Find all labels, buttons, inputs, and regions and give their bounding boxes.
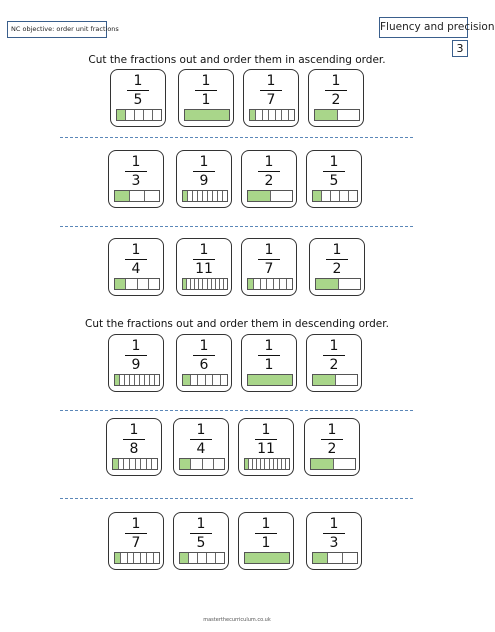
fraction — [244, 73, 298, 108]
numerator: 1 — [327, 422, 337, 438]
fraction-bar — [323, 355, 345, 356]
unshaded-part — [138, 279, 149, 289]
fraction-strip — [179, 458, 225, 470]
numerator: 1 — [199, 154, 209, 170]
cut-line — [60, 226, 413, 227]
unshaded-part — [191, 375, 199, 385]
fraction-strip — [114, 374, 160, 386]
fraction — [107, 422, 161, 457]
fraction-strip — [182, 374, 228, 386]
fraction-card — [241, 238, 297, 296]
fraction-bar — [260, 90, 282, 91]
footer-url: masterthecurriculum.co.uk — [203, 617, 271, 623]
unshaded-part — [130, 191, 145, 201]
unshaded-part — [153, 110, 161, 120]
denominator: 5 — [196, 535, 206, 551]
numerator: 1 — [264, 338, 274, 354]
unshaded-part — [206, 375, 214, 385]
fraction — [179, 73, 233, 108]
fraction-card — [238, 512, 294, 570]
unshaded-part — [328, 553, 343, 563]
fraction-bar — [325, 90, 347, 91]
fraction-card — [110, 69, 166, 127]
fraction-strip — [314, 109, 360, 121]
unshaded-part — [152, 459, 157, 469]
denominator: 7 — [131, 535, 141, 551]
fraction-card — [176, 150, 232, 208]
fraction-card — [241, 334, 297, 392]
cut-line — [60, 137, 413, 138]
numerator: 1 — [329, 154, 339, 170]
fraction — [310, 242, 364, 277]
denominator: 2 — [332, 261, 342, 277]
shaded-part — [313, 191, 322, 201]
unshaded-part — [145, 191, 159, 201]
fraction-strip — [315, 278, 361, 290]
shaded-part — [183, 375, 191, 385]
fraction-bar — [258, 171, 280, 172]
fraction-strip — [247, 374, 293, 386]
unshaded-part — [126, 279, 137, 289]
unshaded-part — [349, 191, 357, 201]
denominator: 1 — [201, 92, 211, 108]
fraction-card — [238, 418, 294, 476]
fraction — [242, 242, 296, 277]
unshaded-part — [322, 191, 331, 201]
fraction-bar — [258, 355, 280, 356]
fraction-card — [173, 418, 229, 476]
denominator: 7 — [266, 92, 276, 108]
numerator: 1 — [131, 338, 141, 354]
denominator: 11 — [257, 441, 275, 457]
page-number: 3 — [452, 40, 468, 57]
unshaded-part — [340, 191, 349, 201]
fraction-bar — [125, 533, 147, 534]
unshaded-part — [338, 110, 360, 120]
numerator: 1 — [201, 73, 211, 89]
numerator: 1 — [133, 73, 143, 89]
denominator: 6 — [199, 357, 209, 373]
fraction-bar — [125, 171, 147, 172]
fraction — [174, 422, 228, 457]
denominator: 2 — [329, 357, 339, 373]
fraction-card — [108, 512, 164, 570]
fraction-strip — [182, 278, 228, 290]
shaded-part — [180, 553, 189, 563]
fraction-card — [176, 334, 232, 392]
fraction-card — [108, 334, 164, 392]
fraction-bar — [193, 171, 215, 172]
fraction-strip — [179, 552, 225, 564]
unshaded-part — [216, 553, 224, 563]
numerator: 1 — [196, 516, 206, 532]
denominator: 1 — [264, 357, 274, 373]
fraction-card — [176, 238, 232, 296]
unshaded-part — [334, 459, 356, 469]
fraction — [309, 73, 363, 108]
fraction-strip — [112, 458, 158, 470]
fraction — [242, 154, 296, 189]
fraction-bar — [193, 355, 215, 356]
numerator: 1 — [261, 516, 271, 532]
denominator: 2 — [264, 173, 274, 189]
fraction-card — [178, 69, 234, 127]
numerator: 1 — [199, 242, 209, 258]
fraction-strip — [114, 190, 160, 202]
fraction-bar — [193, 259, 215, 260]
unshaded-part — [154, 553, 159, 563]
unshaded-part — [155, 375, 159, 385]
unshaded-part — [207, 553, 216, 563]
unshaded-part — [144, 110, 153, 120]
denominator: 3 — [131, 173, 141, 189]
unshaded-part — [287, 279, 292, 289]
fraction — [109, 242, 163, 277]
fraction-strip — [247, 278, 293, 290]
fraction-strip — [116, 109, 162, 121]
fraction — [177, 338, 231, 373]
fraction-bar — [258, 259, 280, 260]
fraction-strip — [244, 552, 290, 564]
shaded-part — [115, 191, 130, 201]
fraction-card — [108, 150, 164, 208]
fraction-card — [306, 512, 362, 570]
numerator: 1 — [266, 73, 276, 89]
fraction — [307, 516, 361, 551]
fraction-card — [309, 238, 365, 296]
numerator: 1 — [196, 422, 206, 438]
denominator: 8 — [129, 441, 139, 457]
cut-line — [60, 498, 413, 499]
unshaded-part — [203, 459, 214, 469]
denominator: 3 — [329, 535, 339, 551]
numerator: 1 — [131, 516, 141, 532]
shaded-part — [313, 375, 336, 385]
fraction — [239, 422, 293, 457]
shaded-part — [185, 110, 229, 120]
numerator: 1 — [264, 242, 274, 258]
unshaded-part — [221, 375, 228, 385]
fraction-card — [306, 150, 362, 208]
fraction-bar — [323, 533, 345, 534]
unshaded-part — [286, 459, 289, 469]
denominator: 2 — [327, 441, 337, 457]
fraction-strip — [182, 190, 228, 202]
fraction-card — [306, 334, 362, 392]
numerator: 1 — [264, 154, 274, 170]
fraction-bar — [323, 171, 345, 172]
shaded-part — [180, 459, 191, 469]
instruction-descending: Cut the fractions out and order them in descending order. — [85, 318, 389, 330]
fraction-strip — [184, 109, 230, 121]
fraction — [111, 73, 165, 108]
fraction-card — [173, 512, 229, 570]
unshaded-part — [339, 279, 361, 289]
denominator: 7 — [264, 261, 274, 277]
numerator: 1 — [332, 242, 342, 258]
fraction — [177, 242, 231, 277]
fraction-bar — [321, 439, 343, 440]
fraction-bar — [255, 439, 277, 440]
fraction-bar — [125, 355, 147, 356]
numerator: 1 — [199, 338, 209, 354]
fraction-bar — [190, 439, 212, 440]
denominator: 4 — [131, 261, 141, 277]
fraction-bar — [127, 90, 149, 91]
fraction-strip — [114, 552, 160, 564]
fraction-strip — [312, 190, 358, 202]
unshaded-part — [331, 191, 340, 201]
instruction-ascending: Cut the fractions out and order them in ascending order. — [88, 54, 386, 66]
unshaded-part — [223, 191, 227, 201]
fraction — [109, 338, 163, 373]
fraction — [307, 338, 361, 373]
numerator: 1 — [129, 422, 139, 438]
fraction-bar — [195, 90, 217, 91]
unshaded-part — [289, 110, 294, 120]
shaded-part — [313, 553, 328, 563]
unshaded-part — [149, 279, 159, 289]
fraction-bar — [255, 533, 277, 534]
fraction-strip — [312, 552, 358, 564]
denominator: 4 — [196, 441, 206, 457]
fraction — [305, 422, 359, 457]
unshaded-part — [224, 279, 227, 289]
unshaded-part — [198, 375, 206, 385]
shaded-part — [316, 279, 339, 289]
numerator: 1 — [329, 516, 339, 532]
numerator: 1 — [331, 73, 341, 89]
fraction-card — [106, 418, 162, 476]
unshaded-part — [213, 375, 221, 385]
fraction-bar — [123, 439, 145, 440]
denominator: 1 — [261, 535, 271, 551]
fraction-strip — [310, 458, 356, 470]
fraction-strip — [114, 278, 160, 290]
shaded-part — [248, 375, 292, 385]
unshaded-part — [336, 375, 358, 385]
numerator: 1 — [131, 242, 141, 258]
fraction-strip — [247, 190, 293, 202]
shaded-part — [245, 553, 289, 563]
unshaded-part — [189, 553, 198, 563]
denominator: 9 — [199, 173, 209, 189]
fraction — [177, 154, 231, 189]
denominator: 2 — [331, 92, 341, 108]
denominator: 11 — [195, 261, 213, 277]
cut-line — [60, 410, 413, 411]
shaded-part — [117, 110, 126, 120]
fraction — [239, 516, 293, 551]
fraction-card — [308, 69, 364, 127]
denominator: 5 — [133, 92, 143, 108]
fraction — [174, 516, 228, 551]
fraction-card — [243, 69, 299, 127]
fraction-bar — [326, 259, 348, 260]
fraction-bar — [125, 259, 147, 260]
unshaded-part — [126, 110, 135, 120]
fraction-bar — [190, 533, 212, 534]
fraction-strip — [244, 458, 290, 470]
fraction-strip — [312, 374, 358, 386]
numerator: 1 — [131, 154, 141, 170]
numerator: 1 — [261, 422, 271, 438]
denominator: 9 — [131, 357, 141, 373]
unshaded-part — [214, 459, 224, 469]
section-title: Fluency and precision — [379, 17, 468, 38]
unshaded-part — [271, 191, 293, 201]
shaded-part — [315, 110, 338, 120]
fraction — [307, 154, 361, 189]
shaded-part — [115, 279, 126, 289]
shaded-part — [311, 459, 334, 469]
shaded-part — [248, 191, 271, 201]
unshaded-part — [343, 553, 357, 563]
objective-label: NC objective: order unit fractions — [7, 21, 107, 38]
fraction-card — [108, 238, 164, 296]
fraction-card — [304, 418, 360, 476]
unshaded-part — [198, 553, 207, 563]
fraction — [109, 154, 163, 189]
numerator: 1 — [329, 338, 339, 354]
unshaded-part — [191, 459, 202, 469]
fraction-strip — [249, 109, 295, 121]
unshaded-part — [135, 110, 144, 120]
fraction — [109, 516, 163, 551]
fraction — [242, 338, 296, 373]
denominator: 5 — [329, 173, 339, 189]
fraction-card — [241, 150, 297, 208]
